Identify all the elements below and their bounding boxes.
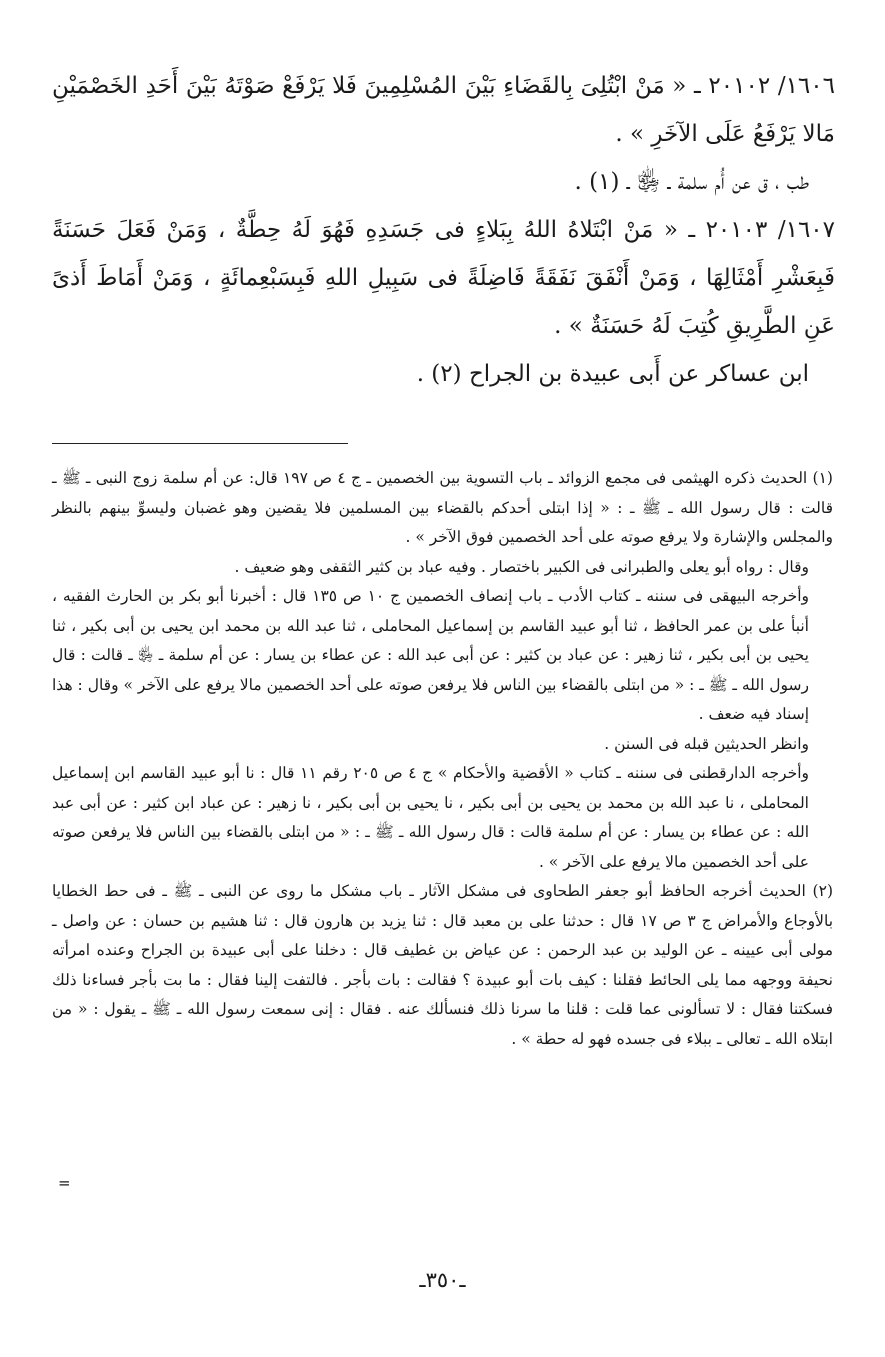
footnotes-section bbox=[52, 464, 835, 1054]
footnote-1-paragraph: وأخرجه البيهقى فى سننه ـ كتاب الأدب ـ باب إنصاف الخصمين ج ١٠ ص ١٣٥ قال : أخبرنا أبو بكر بن الحارث الفقيه ، أنبأ على بن عمر الحافظ ، ثنا أبو عبيد القاسم بن إسماعيل المحاملى ، ثنا عبد الله بن محمد ابن يحيى بن أبى بكير ، ثنا يحيى بن أبى بكير ، ثنا زهير : عن عباد بن كثير : عن أبى عبد الله : عن عطاء بن يسار : عن أم سلمة ـ ﵂ ـ قالت : قال رسول الله ـ ﷺ ـ : « من ابتلى بالقضاء بين الناس فلا يرفعن صوته على أحد الخصمين مالا يرفع على الآخر » وقال : هذا إسناد فيه ضعف . bbox=[52, 587, 809, 723]
footnote-1-paragraph: وقال : رواه أبو يعلى والطبرانى فى الكبير باختصار . وفيه عباد بن كثير الثقفى وهو ضعيف . bbox=[234, 557, 809, 576]
page-number: ـ٣٥٠ـ bbox=[419, 1268, 466, 1292]
hadith-source-1607: ابن عساكر عن أَبى عبيدة بن الجراح (٢) . bbox=[416, 361, 809, 387]
hadith-section bbox=[52, 62, 835, 398]
footnote-1-paragraph: وانظر الحديثين قبله فى السنن . bbox=[604, 734, 809, 753]
footnote-separator bbox=[52, 443, 348, 444]
hadith-text-1607: ١٦٠٧/ ٢٠١٠٣ ـ « مَنْ ابْتَلاهُ اللهُ بِبَلاءٍ فى جَسَدِهِ فَهُوَ لَهُ حِطَّةٌ ، وَمَنْ فَعَلَ حَسَنَةً فَبِعَشْرِ أَمْثَالِهَا ، وَمَنْ أَنْفَقَ نَفَقَةً فَاضِلَةً فى سَبِيلِ اللهِ فَبِسَبْعِمائَةٍ ، وَمَنْ أَمَاطَ أَذىً عَنِ الطَّرِيقِ كُتِبَ لَهُ حَسَنَةٌ » . bbox=[52, 217, 836, 339]
footnote-1: (١) الحديث ذكره الهيثمى فى مجمع الزوائد ـ باب التسوية بين الخصمين ـ ج ٤ ص ١٩٧ قال: عن أم سلمة زوج النبى ـ ﷺ ـ قالت : قال رسول الله ـ ﷺ ـ : « إذا ابتلى أحدكم بالقضاء بين المسلمين فلا يقضين وهو غضبان وليسوِّ بينهم بالنظر والمجلس والإشارة ولا يرفع صوته على أحد الخصمين فوق الآخر » . bbox=[52, 469, 833, 546]
footnote-2: (٢) الحديث أخرجه الحافظ أبو جعفر الطحاوى فى مشكل الآثار ـ باب مشكل ما روى عن النبى ـ ﷺ ـ فى حط الخطايا بالأوجاع والأمراض ج ٣ ص ١٧ قال : حدثنا على بن معبد قال : ثنا يزيد بن هارون قال : ثنا هشيم بن حسان : عن واصل ـ مولى أبى عيينه ـ عن الوليد بن عبد الرحمن : عن عياض بن غطيف قال : دخلنا على أبى عبيدة بن الجراح وعنده امرأته نحيفة ووجهه مما يلى الحائط فقلنا : كيف بات أبو عبيدة ؟ فقالت : بات بأجر . فالتفت إلينا فقال : ما بت بأجر فساءنا ذلك فسكتنا فقال : لا تسألونى عما قلت : قلنا ما سرنا ذلك فنسألك عنه . فقال : إنى سمعت رسول الله ـ ﷺ ـ يقول : « من ابتلاه الله ـ تعالى ـ ببلاء فى جسده فهو له حطة » . bbox=[52, 882, 834, 1048]
continuation-mark: = bbox=[58, 1174, 71, 1192]
footnote-1-paragraph: وأخرجه الدارقطنى فى سننه ـ كتاب « الأقضية والأحكام » ج ٤ ص ٢٠٥ رقم ١١ قال : نا أبو عبيد القاسم ابن إسماعيل المحاملى ، نا عبد الله بن محمد بن يحيى بن أبى بكير ، نا يحيى بن أبى بكير ، نا زهير : عن عباد ابن كثير : عن أبى عبد الله : عن عطاء بن يسار : عن أم سلمة قالت : قال رسول الله ـ ﷺ ـ : « من ابتلى بالقضاء بين الناس فلا يرفعن صوته على أحد الخصمين مالا يرفع على الآخر » . bbox=[52, 764, 809, 871]
hadith-source-1606: طب ، ق عن أُم سلمة ـ ﵂ ـ (١) . bbox=[574, 169, 809, 195]
hadith-text-1606: ١٦٠٦/ ٢٠١٠٢ ـ « مَنْ ابْتُلِىَ بِالقَضَاءِ بَيْنَ المُسْلِمِينَ فَلا يَرْفَعْ صَوْتَهُ بَيْنَ أَحَدِ الخَصْمَيْنِ مَالا يَرْفَعُ عَلَى الآخَرِ » . bbox=[52, 73, 835, 147]
